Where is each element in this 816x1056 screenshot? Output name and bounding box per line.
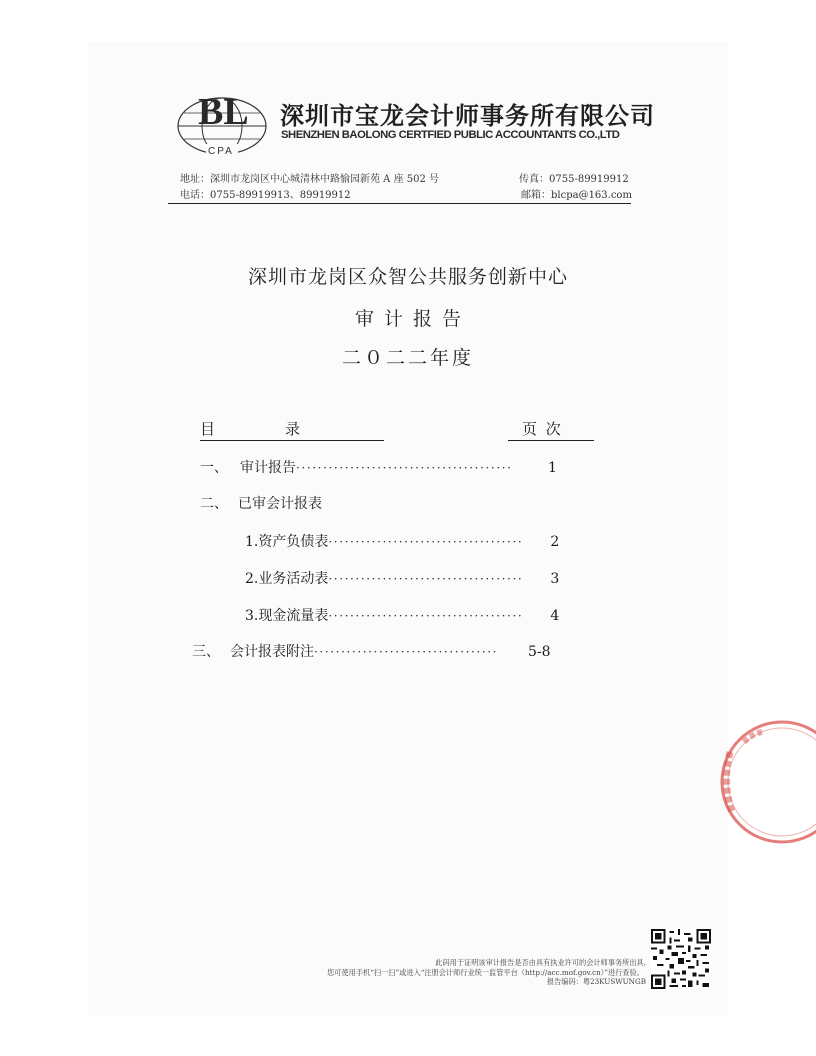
toc-item-notes — [192, 641, 551, 661]
company-seal-stamp — [700, 712, 816, 852]
company-logo — [176, 86, 272, 160]
contact-left — [180, 172, 439, 204]
email-text: 邮箱：blcpa@163.com — [521, 190, 632, 201]
toc-leader-dots: ········································ — [296, 461, 513, 475]
entity-title: 深圳市龙岗区众智公共服务创新中心 — [247, 266, 568, 288]
toc-item-activity-statement — [245, 568, 559, 588]
header-divider — [168, 203, 631, 204]
company-name-en: SHENZHEN BAOLONG CERTFIED PUBLIC ACCOUNTANTS CO.,LTD — [281, 129, 620, 141]
toc-leader-dots: ···································· — [328, 535, 524, 549]
logo-cpa: CPA — [208, 146, 234, 157]
report-code: 报告编码：粤23KUSWUNGB — [546, 977, 646, 986]
toc-item-label: 3.现金流量表 — [245, 608, 329, 624]
toc-item-audit-report — [200, 457, 557, 477]
toc-item-page: 3 — [550, 571, 560, 587]
year-title: 二０二二年度 — [341, 347, 474, 369]
company-name-cn: 深圳市宝龙会计师事务所有限公司 — [280, 102, 655, 130]
toc-item-num: 一、 — [200, 460, 228, 476]
toc-item-label: 审计报告 — [240, 460, 296, 476]
phone-text: 电话：0755-89919913、89919912 — [180, 190, 351, 201]
toc-item-page: 5-8 — [528, 644, 551, 660]
verification-line-1: 此码用于证明该审计报告是否由具有执业许可的会计师事务所出具, — [435, 958, 646, 967]
toc-item-page: 2 — [550, 534, 560, 550]
toc-leader-dots: ···································· — [328, 609, 524, 623]
report-title: 审计报告 — [354, 308, 471, 330]
address-text: 地址：深圳市龙岗区中心城清林中路愉园新苑 A 座 502 号 — [180, 174, 440, 185]
toc-item-label: 1.资产负债表 — [245, 534, 329, 550]
toc-item-num: 二、 — [200, 496, 228, 512]
toc-item-label: 已审会计报表 — [238, 496, 322, 512]
verification-note — [327, 958, 646, 987]
toc-item-label: 2.业务活动表 — [245, 571, 329, 587]
toc-item-label: 会计报表附注 — [230, 644, 314, 660]
toc-header-page-label: 页 次 — [522, 420, 563, 438]
toc-header-page — [508, 418, 594, 441]
toc-item-cash-flow — [245, 605, 559, 625]
verification-line-2: 您可使用手机“扫一扫”或进入“注册会计师行业统一监管平台（http://acc.mof.gov.cn）”进行查验。 — [327, 967, 644, 977]
toc-item-page: 1 — [548, 460, 557, 476]
verification-qr-code — [651, 929, 711, 989]
toc-item-page: 4 — [550, 608, 560, 624]
toc-item-num: 三、 — [192, 644, 220, 660]
toc-item-balance-sheet — [245, 531, 559, 551]
toc-header-char-2: 录 — [285, 420, 301, 438]
toc-header-contents — [200, 418, 384, 441]
toc-leader-dots: ·································· — [314, 645, 499, 659]
toc-header-char-1: 目 — [200, 420, 216, 438]
toc-leader-dots: ···································· — [328, 572, 524, 586]
toc-item-statements — [200, 493, 322, 513]
fax-text: 传真：0755-89919912 — [519, 174, 629, 185]
contact-right — [519, 172, 632, 204]
logo-letters: BL — [198, 91, 249, 133]
